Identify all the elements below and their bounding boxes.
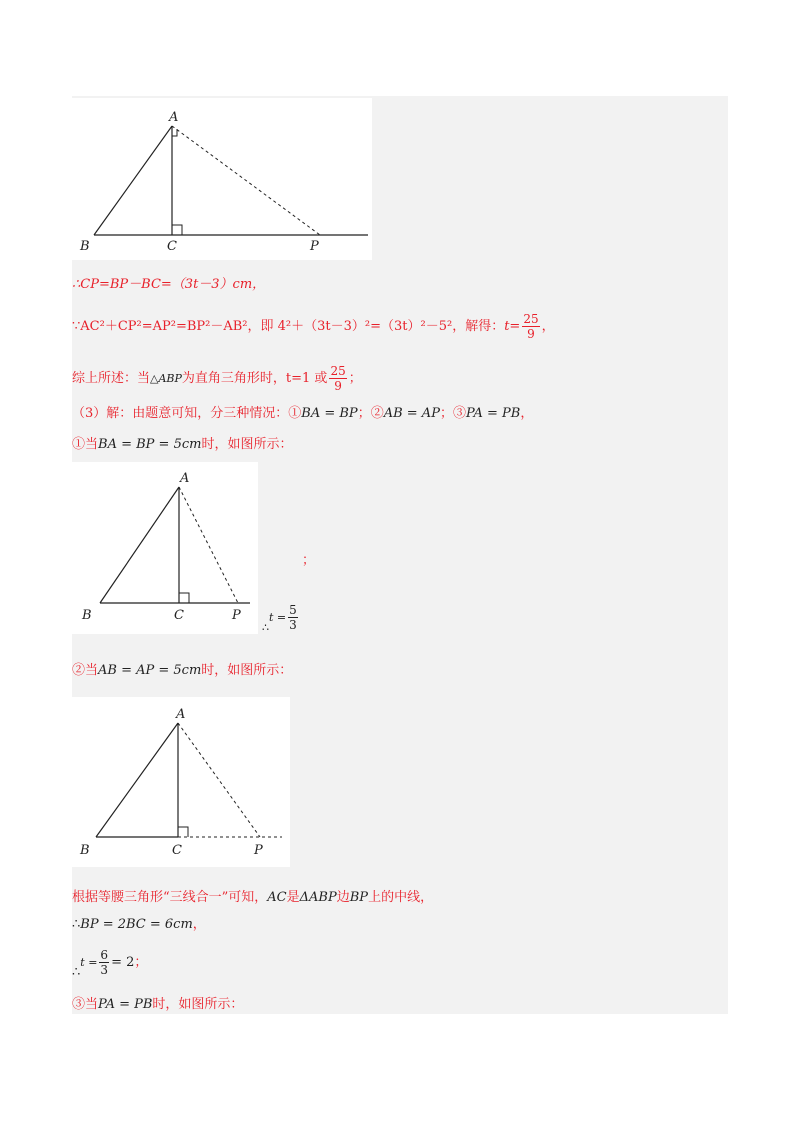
case-3-cond: PA = PB [465,406,521,421]
semicolon-text: ； [302,553,316,568]
figure-1-svg [72,98,372,260]
equals-two: = 2 [111,955,135,970]
case2-cond: AB = AP = 5cm [98,663,202,678]
bp-suffix: ， [192,917,206,932]
line-case3 [72,996,243,1014]
fraction-25-9-a [522,312,539,341]
fig3-label-a: A [176,707,186,722]
fraction-denominator: 3 [289,618,297,632]
therefore-symbol: ∴ [72,965,81,980]
fig1-label-p: P [310,239,319,254]
case2-prefix: ②当 [72,663,99,678]
result-t-5-3 [262,603,300,632]
line-cp-text: ∴CP=BP－BC=（3t－3）cm， [72,277,266,292]
triangle-abp-2: ΔABP [299,890,337,905]
line-pythagoras-t: t= [504,319,521,334]
fig2-label-b: B [82,608,92,623]
fraction-denominator: 9 [527,327,535,341]
case1-prefix: ①当 [72,437,99,452]
therefore-symbol: ∴ [262,621,269,634]
case1-cond: BA = BP = 5cm [98,437,202,452]
bp-expression: BP = 2BC = 6cm [80,917,193,932]
fraction-25-9-b [329,364,346,393]
line-summary-prefix: 综上所述：当 [72,371,151,386]
three-in-one-mid2: 边 [336,890,350,905]
fraction-denominator: 3 [100,963,109,977]
line-three-in-one [72,889,433,907]
case3-suffix: 时，如图所示： [152,997,244,1012]
fraction-numerator: 25 [523,312,539,326]
fraction-numerator: 5 [289,603,297,617]
sep-1: ；② [357,406,384,421]
fig2-label-c: C [174,608,184,623]
line-part3 [72,405,533,423]
line-pythagoras [72,312,555,341]
figure-3 [72,697,290,867]
floating-semicolon [302,552,315,570]
fig1-label-a: A [169,110,179,125]
case1-suffix: 时，如图所示： [201,437,293,452]
fraction-denominator: 9 [334,379,342,393]
figure-2-svg [72,462,258,634]
line-pythagoras-prefix: ∵AC²＋CP²=AP²=BP²－AB²，即 4²＋（3t－3）²=（3t）²－5²，解得： [72,319,505,334]
segment-bp: BP [349,890,369,905]
fig2-label-a: A [180,471,190,486]
t-equals: t = [269,611,287,624]
t63-suffix: ； [134,955,148,970]
fig3-label-b: B [80,843,90,858]
line-case1 [72,436,292,454]
fraction-numerator: 6 [100,948,109,962]
three-in-one-prefix: 根据等腰三角形“三线合一”可知， [72,890,268,905]
line-case2 [72,662,292,680]
three-in-one-suffix: 上的中线， [368,890,434,905]
fraction-5-3 [288,603,298,632]
segment-ac: AC [267,890,287,905]
triangle-abp: △ABP [150,372,182,385]
case-2-cond: AB = AP [383,406,440,421]
fig2-label-p: P [232,608,241,623]
case3-prefix: ③当 [72,997,99,1012]
line-bp [72,916,206,934]
fig3-label-c: C [172,843,182,858]
sep-3: ， [520,406,534,421]
therefore-symbol: ∴ [72,917,81,932]
sep-2: ；③ [439,406,466,421]
line-cp [72,276,265,294]
fraction-6-3 [99,948,109,977]
line-summary-suffix: ； [348,371,362,386]
figure-2 [72,462,258,634]
figure-3-svg [72,697,290,867]
line-t-6-3 [72,948,148,980]
case3-cond: PA = PB [98,997,153,1012]
three-in-one-mid: 是 [286,890,300,905]
case-1-cond: BA = BP [301,406,358,421]
fig1-label-b: B [80,239,90,254]
figure-1 [72,98,372,260]
fig1-label-c: C [167,239,177,254]
fig3-label-p: P [254,843,263,858]
line-part3-text: （3）解：由题意可知，分三种情况：① [72,406,302,421]
fraction-numerator: 25 [330,364,346,378]
t-equals: t = [80,956,98,969]
line-summary [72,364,362,393]
line-pythagoras-suffix: ， [541,319,555,334]
case2-suffix: 时，如图所示： [201,663,293,678]
line-summary-mid: 为直角三角形时，t=1 或 [181,371,328,386]
